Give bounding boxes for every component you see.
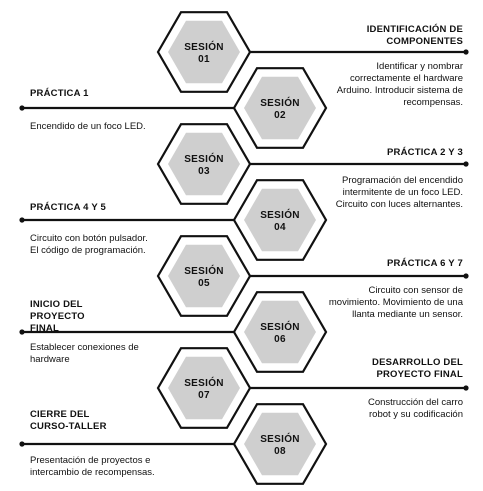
- session-01-number: 01: [198, 54, 210, 65]
- session-01-title: IDENTIFICACIÓN DE COMPONENTES: [366, 24, 463, 47]
- session-02-node: [19, 68, 326, 148]
- session-01-connector-end: [463, 49, 468, 54]
- session-06-connector-end: [19, 329, 24, 334]
- session-08-label: SESIÓN: [260, 434, 300, 445]
- session-05-title: PRÁCTICA 6 Y 7: [386, 258, 463, 269]
- session-01-description: Identificar y nombrar correctamente el hardware Arduino. Introducir sistema de recompensas.: [336, 61, 463, 108]
- session-05-number: 05: [198, 278, 210, 289]
- session-04-title: PRÁCTICA 4 Y 5: [30, 202, 107, 213]
- session-06-description: Establecer conexiones de hardware: [30, 342, 139, 365]
- session-07-description: Construcción del carro robot y su codificación: [367, 397, 463, 420]
- session-05-label: SESIÓN: [184, 266, 224, 277]
- session-04-description: Circuito con botón pulsador. El código de programación.: [30, 233, 148, 256]
- session-08-number: 08: [274, 446, 286, 457]
- session-02-connector-end: [19, 105, 24, 110]
- session-08-description: Presentación de proyectos e intercambio de recompensas.: [30, 455, 155, 478]
- session-06-number: 06: [274, 334, 286, 345]
- session-07-connector-end: [463, 385, 468, 390]
- session-03-number: 03: [198, 166, 210, 177]
- session-08-connector-end: [19, 441, 24, 446]
- session-04-label: SESIÓN: [260, 210, 300, 221]
- session-02-label: SESIÓN: [260, 98, 300, 109]
- session-07-label: SESIÓN: [184, 378, 224, 389]
- session-05-connector-end: [463, 273, 468, 278]
- session-08-title: CIERRE DEL CURSO-TALLER: [30, 409, 107, 432]
- session-01-label: SESIÓN: [184, 42, 224, 53]
- session-06-title: INICIO DEL PROYECTO FINAL: [30, 299, 85, 334]
- session-07-title: DESARROLLO DEL PROYECTO FINAL: [372, 357, 463, 380]
- session-03-connector-end: [463, 161, 468, 166]
- session-03-description: Programación del encendido intermitente de un foco LED. Circuito con luces alternantes.: [335, 175, 463, 210]
- session-04-number: 04: [274, 222, 286, 233]
- session-06-label: SESIÓN: [260, 322, 300, 333]
- session-07-number: 07: [198, 390, 210, 401]
- session-03-title: PRÁCTICA 2 Y 3: [386, 147, 463, 158]
- session-02-description: Encendido de un foco LED.: [30, 121, 146, 132]
- session-02-number: 02: [274, 110, 286, 121]
- session-02-title: PRÁCTICA 1: [30, 88, 89, 99]
- session-03-label: SESIÓN: [184, 154, 224, 165]
- session-04-connector-end: [19, 217, 24, 222]
- session-05-description: Circuito con sensor de movimiento. Movimiento de una llanta mediante un sensor.: [328, 285, 463, 320]
